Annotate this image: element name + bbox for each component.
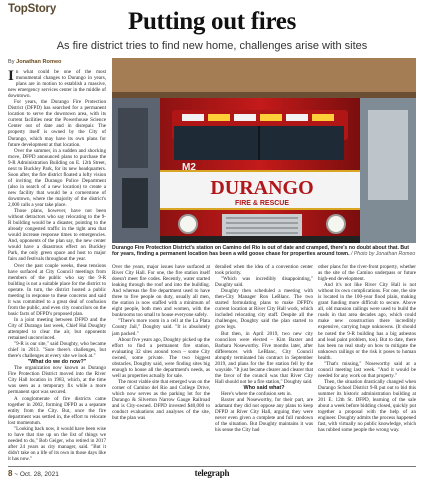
paragraph: "There's more room in a cell at the La Plata County Jail," Doughty said. "It is absolutely jam packed." [112, 318, 210, 337]
paragraph: Baxter and Noseworthy, for their part, are adamant they did not oppose any plans to keep DFPD at River City Hall, arguing they were never even given a complete and full rundown of the situation. But Doughty maintains it was his sense the City had [215, 397, 313, 434]
truck-sublettering: FIRE & RESCUE [234, 200, 290, 207]
subhead-what-now: "What do we do now?" [27, 359, 87, 366]
paragraph: For years, the Durango Fire Protection District (DFPD) has searched for a permanent location to serve the downtown area, with its current facilities near the Powerhouse Science Center out of date and in disrepair. The property itself is owned by the City of Durango, which may have its own plans for future development at that location. [8, 99, 106, 148]
paragraph: About five years ago, Doughty picked up the effort to find a permanent fire station, evaluating 32 sites around town – some City owned, some private. The two biggest obstacles, Doughty said, were finding sites big enough to house all the department's needs, as well as properties actually for sale. [112, 336, 210, 379]
fire-truck-illustration [112, 58, 416, 243]
paragraph: derailed when the idea of a convention center took priority. [215, 264, 313, 277]
byline [8, 59, 61, 65]
footer-rule [8, 466, 416, 467]
paragraph: A conglomerate of fire districts came together in 2002, forming DFPD as a separate entity from the City. But, once the fire department was settled in, the effort to relocate lost momentum. [8, 395, 106, 426]
paragraph: "Looking back now, it would have been wise to have that rise up on the list of things we needed to do," Bob Geiger, who retired in 2017 after 24 years as city manager, said. "But it didn't take on a life of its own in those days like it has now." [8, 425, 106, 462]
fire-station-photo [112, 58, 416, 243]
byline-author: Jonathan Romeo [16, 59, 62, 65]
paragraph: Then, the situation drastically changed when Durango School District 9-R put out to bid this summer its historic administration building at 201 E. 12th St. DFPD, learning of the sale about a week before bidding closed, quickly put together a proposal with the help of an engineer. Doughty admits the process happened fast, with virtually no public knowledge, which has rubbed some people the wrong way. [318, 378, 416, 434]
page-number-value: 8 [8, 469, 13, 478]
photo-caption [112, 245, 416, 257]
paragraph: The organization now known as Durango Fire Protection District moved into the River City Hall location in 1983, which, at the time was seen as a temporary fix while a more permanent spot was secured. [8, 365, 106, 396]
drop-cap: I [8, 69, 14, 84]
article-column-4 [318, 264, 416, 462]
article-column-2 [112, 264, 210, 462]
page-footer [0, 464, 424, 480]
subhead-who-said-what: Who said what? [243, 384, 285, 391]
paragraph: Over the years, major issues have surfaced at River City Hall. For one, the fire station itself doesn't meet fire codes. Recently, water started leaking through the roof and into the building. And whereas the fire department used to have three to five people on duty, usually all men, the station is now staffed with a minimum of eight people, both men and women, with the bunkrooms too small to house everyone safely. [112, 264, 210, 319]
truck-lettering: DURANGO [210, 177, 314, 199]
photo-credit: / Photo by Jonathan Romeo [350, 251, 416, 258]
paragraph: other plans for the river-front property, whether as the site of the Camino underpass or future high-end development. [318, 264, 416, 283]
lede-text: n what could be one of the most monumental changes to Durango in years, plans are in motion to establish a massive, new emergency services center in the middle of downtown. [8, 69, 106, 100]
headline: Putting out fires [127, 8, 297, 35]
paragraph: "That's missing," Noseworthy said at a council meeting last week. "And it would be needed for any work on that property." [318, 360, 416, 379]
paragraph: The most viable site that emerged was on the corner of Camino del Rio and College Drive, which now serves as the parking lot for the Durango & Silverton Narrow Gauge Railroad and is City-owned. DFPD invested $40,000 to conduct evaluations and analyses of the site, but the plan was [112, 378, 210, 422]
page-date: ~ Oct. 28, 2021 [14, 471, 59, 478]
article-column-1 [8, 69, 106, 462]
paragraph: "Which was incredibly disappointing," Doughty said. [215, 276, 313, 289]
paragraph: Doughty then scheduled a meeting with then-City Manager Ron LeBlanc. The two started formulating plans to make DFPD's current location at River City Hall work, which included relocating city staff. Despite all the challenges, Doughty said the plan started to grow legs. [215, 288, 313, 331]
paragraph: But then, in April 2019, two new city councilors were elected – Kim Baxter and Barbara Noseworthy. Five months later, after differences with LeBlanc, City Council abruptly terminated his contract in September 2019, and plans for the fire station fell by the wayside. "It just became clearer and clearer that the favor of the council was that River City Hall should not be a fire station," Doughty said. [215, 330, 313, 385]
lede-paragraph [8, 69, 106, 99]
truck-unit-number: M2 [182, 162, 196, 173]
deck: As fire district tries to find new home, challenges arise with sites [56, 40, 368, 52]
paragraph: And it's not like River City Hall is not without its own complications. For one, the site is located in the 100-year flood plain, making grant funding more difficult to secure. Above all, old mansion railings were used to build the roads in that area decades ago, which could make new construction there incredibly expensive, carrying huge unknowns. (It should be noted the 9-R building has a big asbestos and lead paint problem, too). But to date, there has been no real study on how to mitigate the unknown railings or the risk it poses to human health. [318, 282, 416, 361]
paragraph: In a joint meeting between DFPD and the City of Durango last week, Chief Hal Doughty attempted to clear the air, but opponents remained unconvinced. [8, 316, 106, 342]
paragraph: Over the summer, in a sudden and shocking move, DFPD announced plans to purchase the 9-R Administration Building on E. 12th Street, next to Buckley Park, for its new headquarters. Soon after, the fire district floated a lofty vision of inviting the Durango Police Department (also in search of a new location) to create a new facility that would be a cornerstone of downtown, where the majority of the district's 2,000 calls a year take place. [8, 147, 106, 209]
masthead-logo: telegraph [194, 468, 230, 478]
section-kicker: TopStory [8, 3, 57, 15]
caption-text: Durango Fire Protection District's station on Camino del Rio is out of date and cramped, there's no doubt about that. But for years, finding a permanent location has been a wild goose chase for properties around town. [112, 245, 410, 258]
paragraph: Here's where the confusion sets in. [221, 390, 292, 397]
paragraph: Those plans, however, have not been without detractors who say relocating to the 9-R building would be a disaster, pointing to the already congested traffic in the tight area that would increase response times to emergencies. And, opponents of the plan say, the new center would have a disastrous effect on Buckley Park, the only green space and host to major fairs and festivals throughout the year. [8, 208, 106, 263]
paragraph: "9-R is our site," said Doughty, who became chief in 2013. "Sure there's challenges, but there's challenges at every site we look at." [8, 341, 106, 360]
byline-prefix: By [8, 59, 15, 65]
article-column-3 [215, 264, 313, 462]
paragraph: Over the past couple weeks, these tensions have surfaced at City Council meetings from members of the public who say the 9-R building is not a suitable place for the district to operate. In turn, the district hosted a public meeting in response to these concerns and said it was committed to a great deal of confusion from the public, and even city councilors on the basic facts of DFPD's proposed plan. [8, 262, 106, 317]
